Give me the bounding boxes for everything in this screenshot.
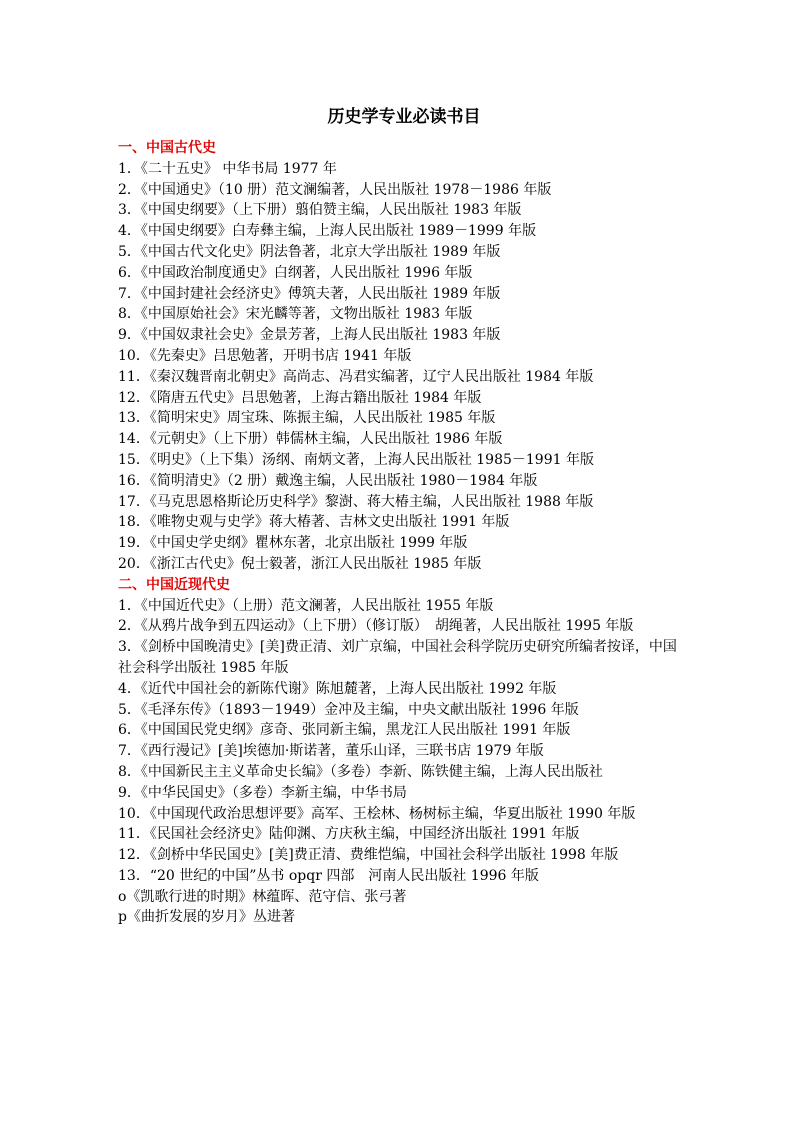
list-item: 13．《简明宋史》周宝珠、陈振主编，人民出版社 1985 年版	[118, 410, 496, 427]
list-item: 5．《毛泽东传》（1893－1949）金冲及主编，中央文献出版社 1996 年版	[118, 701, 579, 718]
list-item: 4．《中国史纲要》白寿彝主编，上海人民出版社 1989－1999 年版	[118, 223, 537, 240]
list-item: 17．《马克思恩格斯论历史科学》黎澍、蒋大椿主编，人民出版社 1988 年版	[118, 493, 594, 510]
section-heading: 二、中国近现代史	[118, 576, 230, 593]
list-item: 12．《隋唐五代史》吕思勉著，上海古籍出版社 1984 年版	[118, 389, 482, 406]
list-item: 19．《中国史学史纲》瞿林东著，北京出版社 1999 年版	[118, 535, 468, 552]
list-item: 15．《明史》（上下集）汤纲、南炳文著，上海人民出版社 1985－1991 年版	[118, 451, 594, 468]
section-ancient-history	[118, 138, 690, 575]
list-item: 7．《中国封建社会经济史》傅筑夫著，人民出版社 1989 年版	[118, 285, 501, 302]
list-item: 18．《唯物史观与史学》蒋大椿著、吉林文史出版社 1991 年版	[118, 514, 510, 531]
list-item: 4．《近代中国社会的新陈代谢》陈旭麓著，上海人民出版社 1992 年版	[118, 680, 557, 697]
list-item: 2．《从鸦片战争到五四运动》（上下册）（修订版） 胡绳著，人民出版社 1995 年版	[118, 618, 634, 635]
list-item: 16．《简明清史》（2 册）戴逸主编，人民出版社 1980－1984 年版	[118, 472, 538, 489]
list-item: 1．《二十五史》 中华书局 1977 年	[118, 160, 337, 177]
list-item: 6．《中国国民党史纲》彦奇、张同新主编，黑龙江人民出版社 1991 年版	[118, 722, 571, 739]
list-item: 20．《浙江古代史》倪士毅著，浙江人民出版社 1985 年版	[118, 555, 482, 572]
list-item: 1．《中国近代史》（上册）范文澜著，人民出版社 1955 年版	[118, 597, 494, 614]
list-item: p《曲折发展的岁月》丛进著	[118, 909, 295, 926]
page-title: 历史学专业必读书目	[327, 107, 481, 127]
list-item: 14．《元朝史》（上下册）韩儒林主编，人民出版社 1986 年版	[118, 431, 503, 448]
list-item: o《凯歌行进的时期》林蕴晖、范守信、张弓著	[118, 888, 407, 905]
section-heading: 一、中国古代史	[118, 140, 216, 156]
list-item: 13．“20 世纪的中国”丛书 opqr 四部 河南人民出版社 1996 年版	[118, 867, 539, 884]
list-item: 5．《中国古代文化史》阴法鲁著，北京大学出版社 1989 年版	[118, 243, 501, 260]
list-item: 3．《中国史纲要》（上下册）翦伯赞主编，人民出版社 1983 年版	[118, 202, 522, 219]
document-page	[118, 104, 690, 928]
list-item: 3．《剑桥中国晚清史》[美]费正清、刘广京编，中国社会科学院历史研究所编者按译，中国社会科学出版社 1985 年版	[118, 639, 677, 676]
list-item: 6．《中国政治制度通史》白纲著，人民出版社 1996 年版	[118, 264, 473, 281]
list-item: 11．《秦汉魏晋南北朝史》高尚志、冯君实编著，辽宁人民出版社 1984 年版	[118, 368, 594, 385]
section-modern-history	[118, 575, 690, 929]
list-item: 2．《中国通史》（10 册）范文澜编著，人民出版社 1978－1986 年版	[118, 181, 552, 198]
list-item: 8．《中国新民主主义革命史长编》（多卷）李新、陈铁健主编，上海人民出版社	[118, 763, 603, 780]
list-item: 8．《中国原始社会》宋光麟等著，文物出版社 1983 年版	[118, 306, 473, 323]
list-item: 9．《中华民国史》（多卷）李新主编，中华书局	[118, 784, 407, 801]
list-item: 7．《西行漫记》[美]埃德加·斯诺著，董乐山译，三联书店 1979 年版	[118, 743, 544, 760]
list-item: 10．《先秦史》吕思勉著，开明书店 1941 年版	[118, 347, 412, 364]
list-item: 10．《中国现代政治思想评要》高军、王桧林、杨树标主编，华夏出版社 1990 年版	[118, 805, 636, 822]
list-item: 12．《剑桥中华民国史》[美]费正清、费维恺编，中国社会科学出版社 1998 年版	[118, 847, 619, 864]
list-item: 9．《中国奴隶社会史》金景芳著，上海人民出版社 1983 年版	[118, 327, 501, 344]
list-item: 11．《民国社会经济史》陆仰渊、方庆秋主编，中国经济出版社 1991 年版	[118, 826, 580, 843]
